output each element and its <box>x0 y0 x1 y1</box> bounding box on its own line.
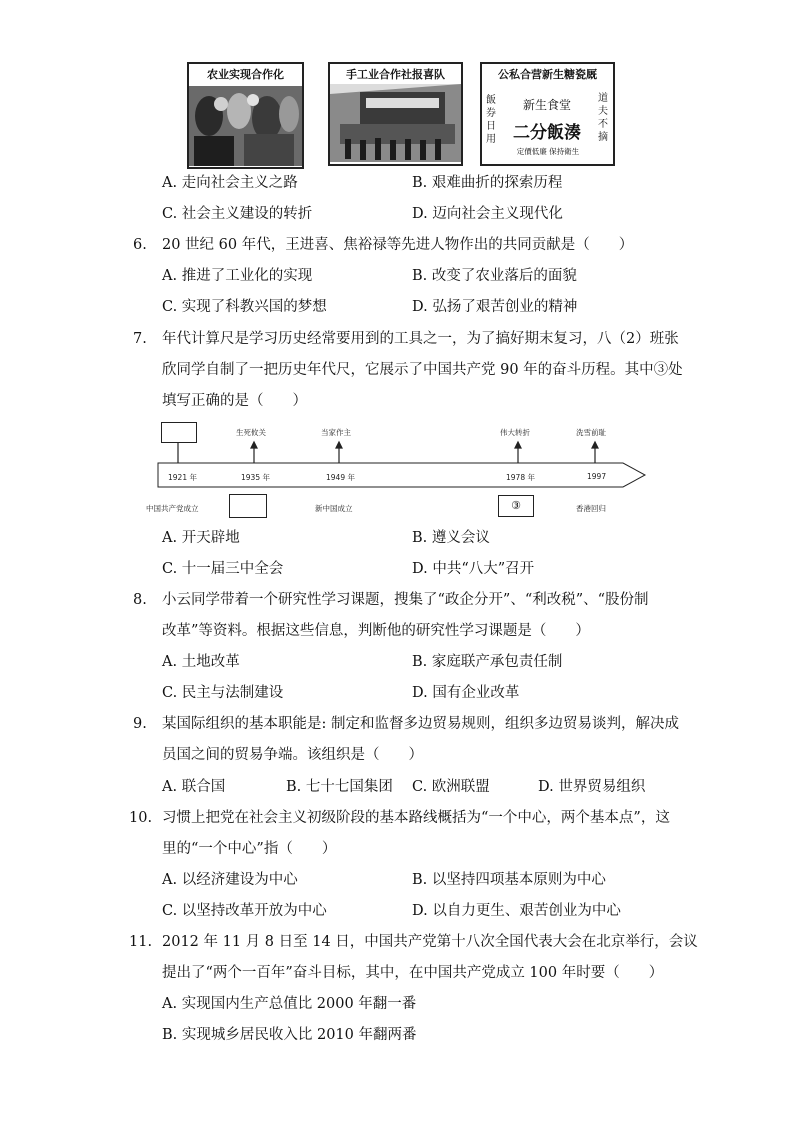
q9-number: 9. <box>133 716 147 732</box>
q8-stem-line1: 小云同学带着一个研究性学习课题，搜集了“政企分开”、“利改税”、“股份制 <box>162 592 649 608</box>
q6-stem: 20 世纪 60 年代，王进喜、焦裕禄等先进人物作出的共同贡献是（ ） <box>162 237 634 253</box>
timeline-ruler <box>140 418 660 520</box>
q8-number: 8. <box>133 592 147 608</box>
q11-stem-line2: 提出了“两个一百年”奋斗目标，其中，在中国共产党成立 100 年时要（ ） <box>162 965 664 981</box>
q7-stem-line3: 填写正确的是（ ） <box>162 393 307 409</box>
sign-right-vertical: 道夫不摘 <box>598 93 608 143</box>
q6-number: 6. <box>133 237 147 253</box>
timeline-blank-box-1 <box>161 422 197 443</box>
timeline-blank-box-2 <box>229 494 267 518</box>
timeline-label-xixue: 洗雪前耻 <box>576 428 606 437</box>
timeline-year-1978: 1978 年 <box>506 473 535 482</box>
timeline-label-cpc-founded: 中国共产党成立 <box>146 504 199 513</box>
q10-option-c[interactable]: C. 以坚持改革开放为中心 <box>162 903 327 919</box>
q5-option-c[interactable]: C. 社会主义建设的转折 <box>162 206 313 222</box>
sign-price: 二分飯湊 <box>513 123 581 143</box>
q5-option-b[interactable]: B. 艰难曲折的探索历程 <box>412 175 563 191</box>
q11-stem-line1: 2012 年 11 月 8 日至 14 日，中国共产党第十八次全国代表大会在北京举行，会议 <box>162 934 698 950</box>
sign-left-vertical: 飯券日用 <box>486 95 496 145</box>
q9-stem-line1: 某国际组织的基本职能是: 制定和监督多边贸易规则，组织多边贸易谈判，解决成 <box>162 716 679 732</box>
q11-option-a[interactable]: A. 实现国内生产总值比 2000 年翻一番 <box>162 996 417 1012</box>
timeline-label-dangjia: 当家作主 <box>321 428 351 437</box>
sign-bottom: 定價低廉 保持衛生 <box>516 147 580 156</box>
photo-public-private-joint <box>480 62 615 166</box>
q11-number: 11. <box>129 934 153 950</box>
sign-title: 新生食堂 <box>522 98 571 112</box>
timeline-label-prc-founded: 新中国成立 <box>315 504 353 513</box>
q7-option-b[interactable]: B. 遵义会议 <box>412 530 490 546</box>
q5-option-a[interactable]: A. 走向社会主义之路 <box>162 175 298 191</box>
q7-option-a[interactable]: A. 开天辟地 <box>162 530 240 546</box>
timeline-year-1949: 1949 年 <box>326 473 355 482</box>
timeline-year-1997: 1997 <box>587 472 607 481</box>
q8-option-c[interactable]: C. 民主与法制建设 <box>162 685 284 701</box>
q5-option-d[interactable]: D. 迈向社会主义现代化 <box>412 206 563 222</box>
q8-option-d[interactable]: D. 国有企业改革 <box>412 685 520 701</box>
q8-option-b[interactable]: B. 家庭联产承包责任制 <box>412 654 563 670</box>
q7-option-d[interactable]: D. 中共“八大”召开 <box>412 561 535 577</box>
photo-caption: 手工业合作社报喜队 <box>346 68 445 81</box>
timeline-label-weida: 伟大转折 <box>500 428 530 437</box>
timeline-year-1921: 1921 年 <box>168 473 197 482</box>
photo-parade-image <box>330 84 461 162</box>
photo-handicraft-cooperative <box>328 62 463 166</box>
q8-stem-line2: 改革”等资料。根据这些信息，判断他的研究性学习课题是（ ） <box>162 623 590 639</box>
q7-stem-line2: 欣同学自制了一把历史年代尺，它展示了中国共产党 90 年的奋斗历程。其中③处 <box>162 362 683 378</box>
timeline-label-hk-return: 香港回归 <box>576 504 606 513</box>
q9-stem-line2: 员国之间的贸易争端。该组织是（ ） <box>162 747 423 763</box>
q9-option-d[interactable]: D. 世界贸易组织 <box>538 779 646 795</box>
q9-option-b[interactable]: B. 七十七国集团 <box>286 779 393 795</box>
timeline-year-1935: 1935 年 <box>241 473 270 482</box>
photo-caption: 农业实现合作化 <box>207 68 284 81</box>
timeline-marker: ③ <box>511 499 521 512</box>
q7-option-c[interactable]: C. 十一届三中全会 <box>162 561 284 577</box>
q10-option-d[interactable]: D. 以自力更生、艰苦创业为中心 <box>412 903 621 919</box>
q9-option-a[interactable]: A. 联合国 <box>162 779 226 795</box>
q10-stem-line1: 习惯上把党在社会主义初级阶段的基本路线概括为“一个中心，两个基本点”，这 <box>162 810 670 826</box>
q10-number: 10. <box>129 810 153 826</box>
q7-number: 7. <box>133 331 147 347</box>
q10-option-b[interactable]: B. 以坚持四项基本原则为中心 <box>412 872 606 888</box>
timeline-marker-box <box>498 495 534 517</box>
q8-option-a[interactable]: A. 土地改革 <box>162 654 240 670</box>
q7-stem-line1: 年代计算尺是学习历史经常要用到的工具之一，为了搞好期末复习，八（2）班张 <box>162 331 679 347</box>
q10-option-a[interactable]: A. 以经济建设为中心 <box>162 872 298 888</box>
q6-option-b[interactable]: B. 改变了农业落后的面貌 <box>412 268 577 284</box>
q6-option-a[interactable]: A. 推进了工业化的实现 <box>162 268 313 284</box>
q9-option-c[interactable]: C. 欧洲联盟 <box>412 779 490 795</box>
timeline-label-shengsi: 生死攸关 <box>236 428 266 437</box>
q11-option-b[interactable]: B. 实现城乡居民收入比 2010 年翻两番 <box>162 1027 417 1043</box>
q6-option-c[interactable]: C. 实现了科教兴国的梦想 <box>162 299 327 315</box>
q10-stem-line2: 里的“一个中心”指（ ） <box>162 841 337 857</box>
q6-option-d[interactable]: D. 弘扬了艰苦创业的精神 <box>412 299 578 315</box>
photo-agriculture-cooperation <box>187 62 304 169</box>
photo-caption: 公私合营新生糖瓷厩 <box>498 68 597 81</box>
photo-agriculture-image <box>189 86 302 166</box>
